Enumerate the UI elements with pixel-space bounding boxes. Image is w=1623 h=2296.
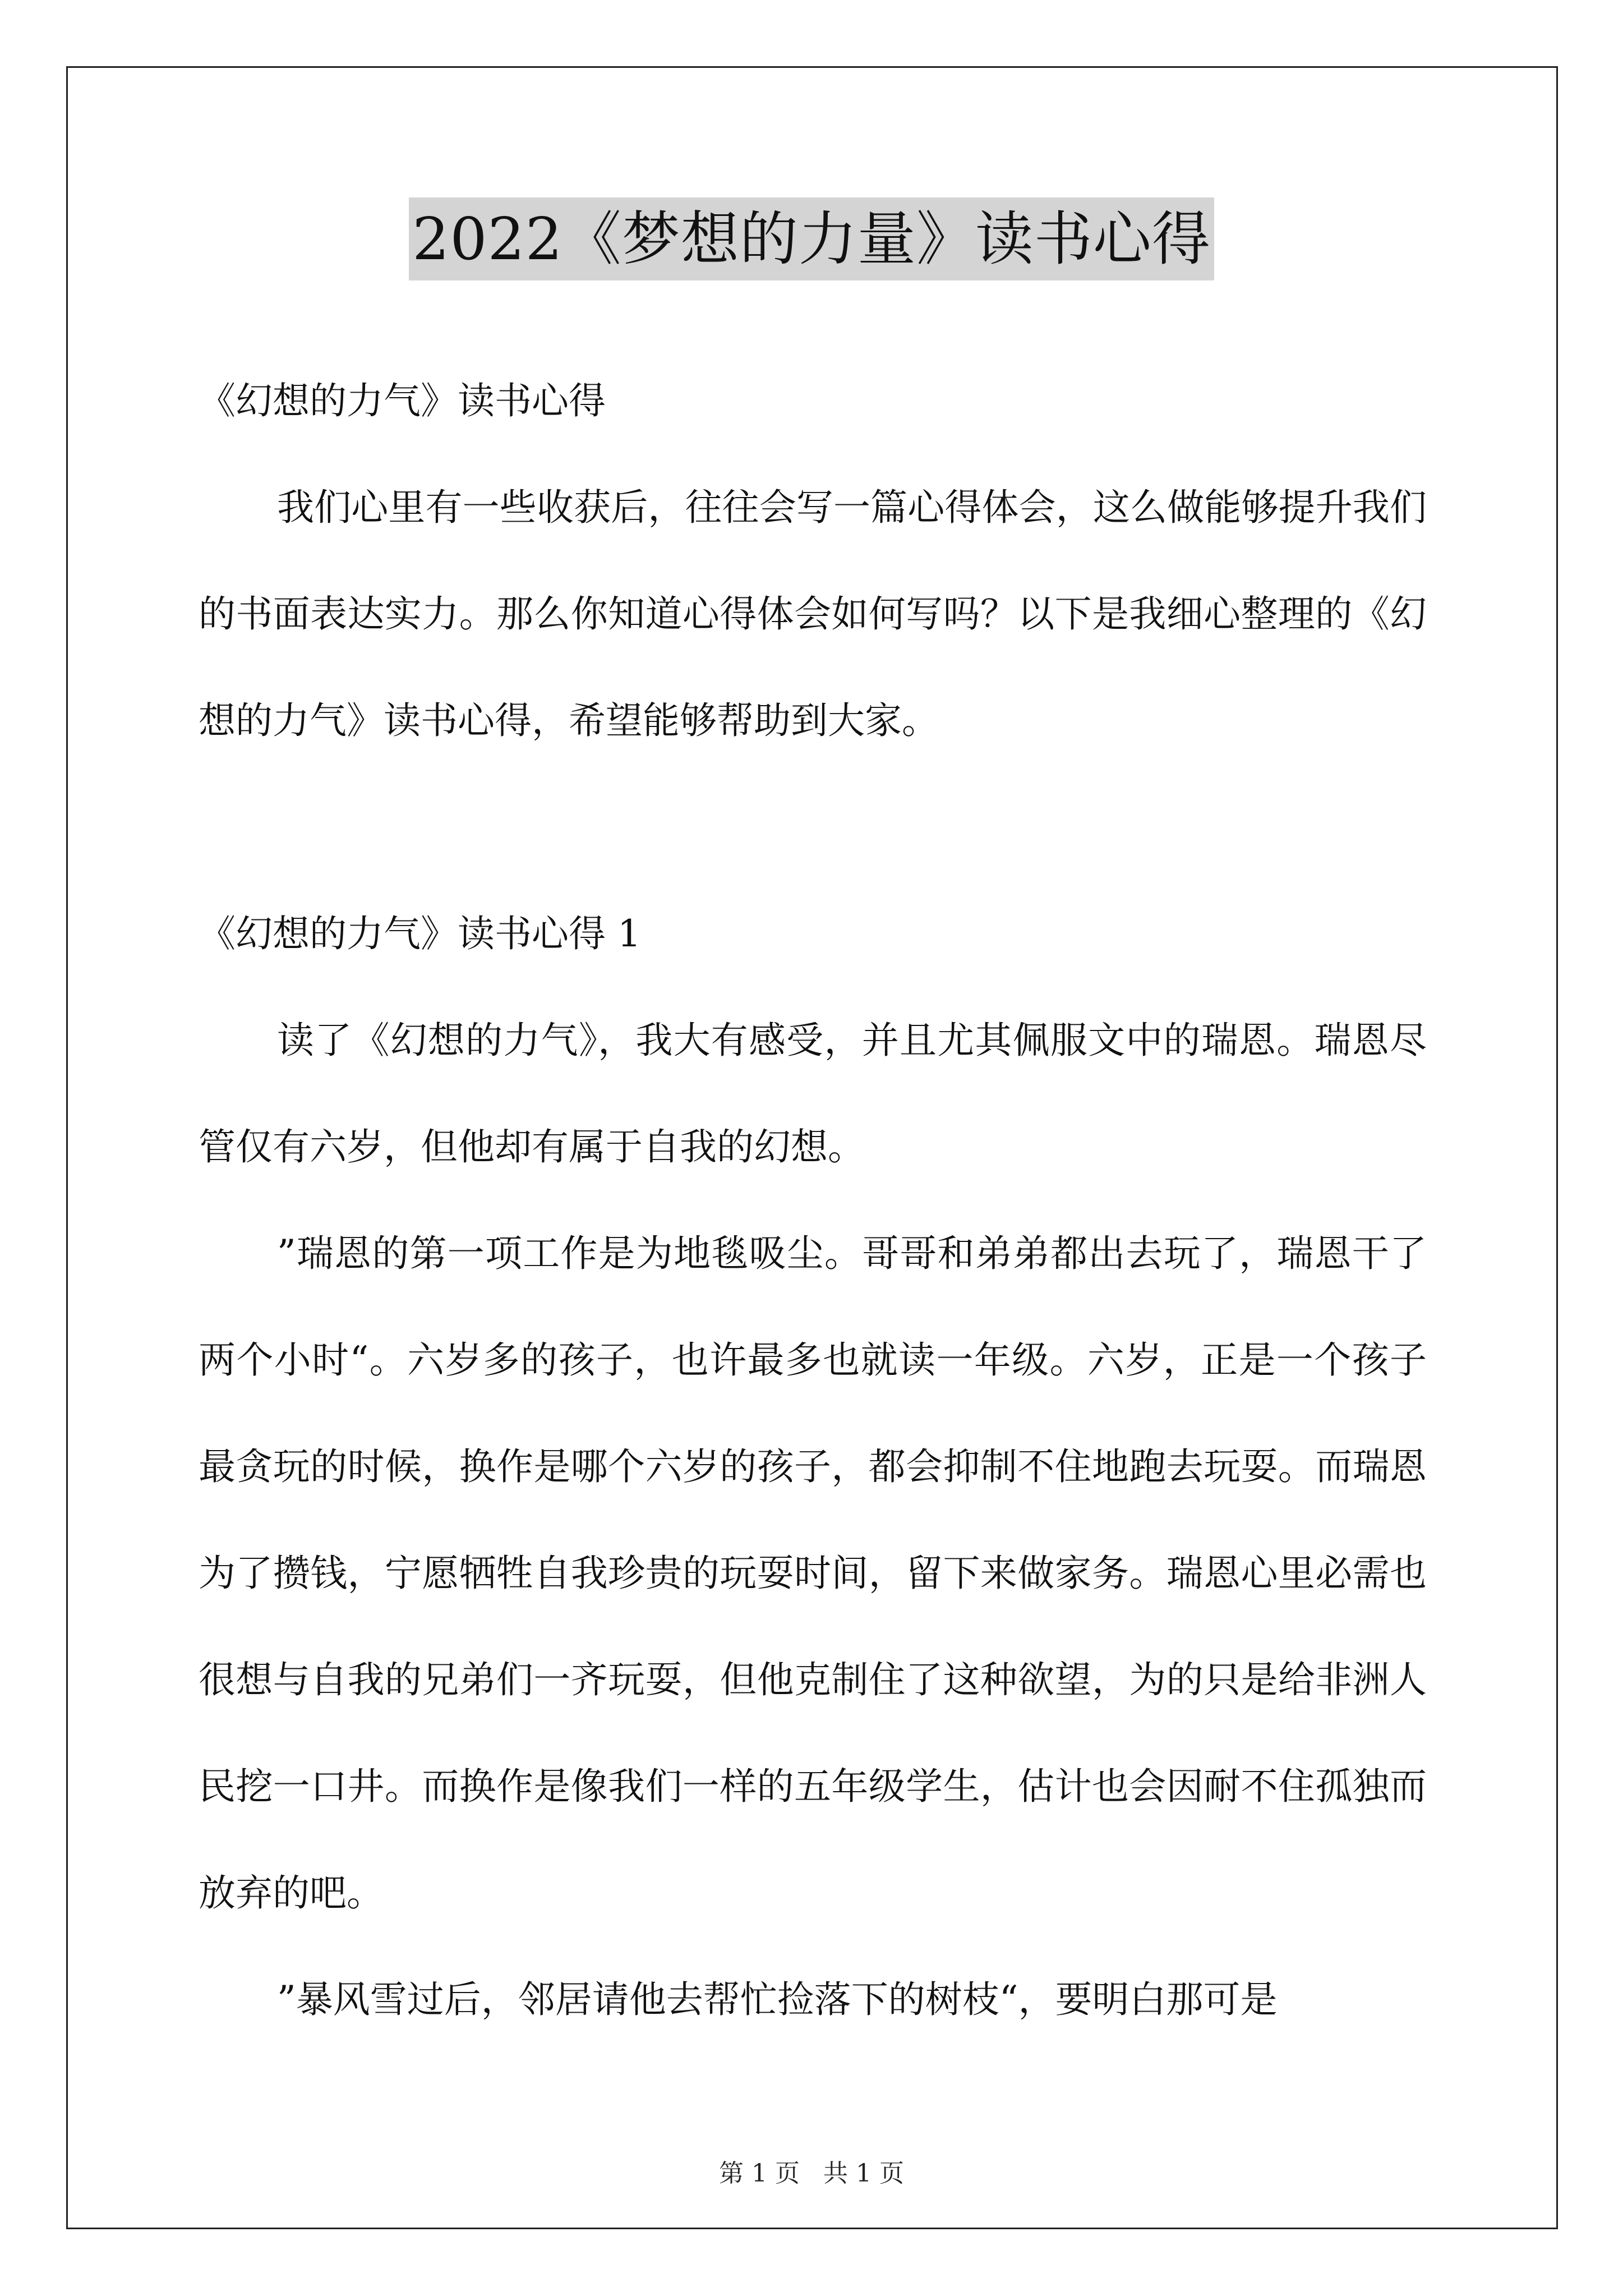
body-paragraph: ”瑞恩的第一项工作是为地毯吸尘。哥哥和弟弟都出去玩了，瑞恩干了两个小时“。六岁多的孩子，也许最多也就读一年级。六岁，正是一个孩子最贪玩的时候，换作是哪个六岁的孩子，都会抑制不住地跑去玩耍。而瑞恩为了攒钱，宁愿牺牲自我珍贵的玩耍时间，留下来做家务。瑞恩心里必需也很想与自我的兄弟们一齐玩耍，但他克制住了这种欲望，为的只是给非洲人民挖一口井。而换作是像我们一样的五年级学生，估计也会因耐不住孤独而放弃的吧。	[199, 1232, 1427, 1915]
page-number: 第 1 页	[719, 2159, 800, 2188]
title-container	[0, 197, 1623, 280]
section-spacer	[199, 774, 1427, 881]
page-footer	[0, 2157, 1623, 2191]
document-body	[199, 348, 1427, 2053]
subheading-section-1: 《幻想的力气》读书心得 1	[199, 912, 641, 955]
intro-paragraph: 我们心里有一些收获后，往往会写一篇心得体会，这么做能够提升我们的书面表达实力。那么你知道心得体会如何写吗？以下是我细心整理的《幻想的力气》读书心得，希望能够帮助到大家。	[199, 486, 1427, 742]
body-paragraph: ”暴风雪过后，邻居请他去帮忙捡落下的树枝“，要明白那可是	[277, 1978, 1278, 2021]
subheading-intro: 《幻想的力气》读书心得	[199, 379, 606, 422]
page-total: 共 1 页	[823, 2159, 904, 2188]
document-title: 2022《梦想的力量》读书心得	[409, 197, 1214, 280]
body-paragraph: 读了《幻想的力气》，我大有感受，并且尤其佩服文中的瑞恩。瑞恩尽管仅有六岁，但他却有属于自我的幻想。	[199, 1019, 1427, 1168]
